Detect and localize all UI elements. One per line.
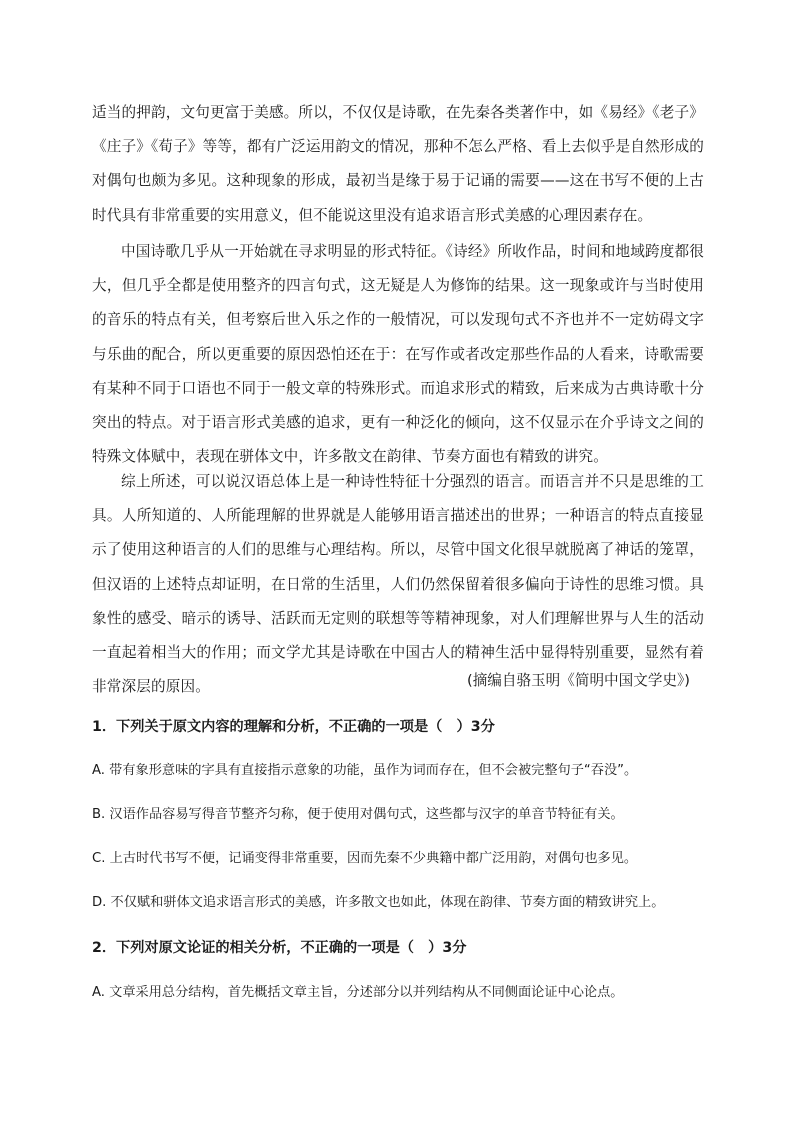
question-2-stem: 2．下列对原文论证的相关分析，不正确的一项是（ ）3分 <box>92 940 467 956</box>
question-2-option-a: A. 文章采用总分结构，首先概括文章主旨，分述部分以并列结构从不同侧面论证中心论点。 <box>92 985 624 1000</box>
body-paragraph-3: 综上所述，可以说汉语总体上是一种诗性特征十分强烈的语言。而语言并不只是思维的工具。人所知道的、人所能理解的世界就是人能够用语言描述出的世界；一种语言的特点直接显示了使用这种语言的人们的思维与心理结构。所以，尽管中国文化很早就脱离了神话的笼罩，但汉语的上述特点却证明，在日常的生活里，人们仍然保留着很多偏向于诗性的思维习惯。具象性的感受、暗示的诱导、活跃而无定则的联想等等精神现象，对人们理解世界与人生的活动一直起着相当大的作用；而文学尤其是诗歌在中国古人的精神生活中显得特别重要，显然有着非常深层的原因。 <box>92 473 704 696</box>
question-1-option-d: D. 不仅赋和骈体文追求语言形式的美感，许多散文也如此，体现在韵律、节奏方面的精致讲究上。 <box>92 895 665 910</box>
body-paragraph-2: 中国诗歌几乎从一开始就在寻求明显的形式特征。《诗经》所收作品，时间和地域跨度都很大，但几乎全都是使用整齐的四言句式，这无疑是人为修饰的结果。这一现象或许与当时使用的音乐的特点有关，但考察后世入乐之作的一般情况，可以发现句式不齐也并不一定妨碍文字与乐曲的配合，所以更重要的原因恐怕还在于：在写作或者改定那些作品的人看来，诗歌需要有某种不同于口语也不同于一般文章的特殊形式。而追求形式的精致，后来成为古典诗歌十分突出的特点。对于语言形式美感的追求，更有一种泛化的倾向，这不仅显示在介乎诗文之间的特殊文体赋中，表现在骈体文中，许多散文在韵律、节奏方面也有精致的讲究。 <box>92 243 704 466</box>
question-1-option-b: B. 汉语作品容易写得音节整齐匀称，便于使用对偶句式，这些都与汉字的单音节特征有关。 <box>92 807 624 822</box>
body-paragraph-1: 适当的押韵，文句更富于美感。所以，不仅仅是诗歌，在先秦各类著作中，如《易经》《老子》《庄子》《荀子》等等，都有广泛运用韵文的情况，那种不怎么严格、看上去似乎是自然形成的对偶句也颇为多见。这种现象的形成，最初当是缘于易于记诵的需要——这在书写不便的上古时代具有非常重要的实用意义，但不能说这里没有追求语言形式美感的心理因素存在。 <box>92 104 704 224</box>
question-1-option-c: C. 上古时代书写不便，记诵变得非常重要，因而先秦不少典籍中都广泛用韵，对偶句也多见。 <box>92 851 638 866</box>
question-1-stem: 1．下列关于原文内容的理解和分析，不正确的一项是（ ）3分 <box>92 719 495 735</box>
source-citation: (摘编自骆玉明《简明中国文学史》) <box>467 672 690 689</box>
question-1-option-a: A. 带有象形意味的字具有直接指示意象的功能，虽作为词而存在，但不会被完整句子“吞没”。 <box>92 763 638 778</box>
